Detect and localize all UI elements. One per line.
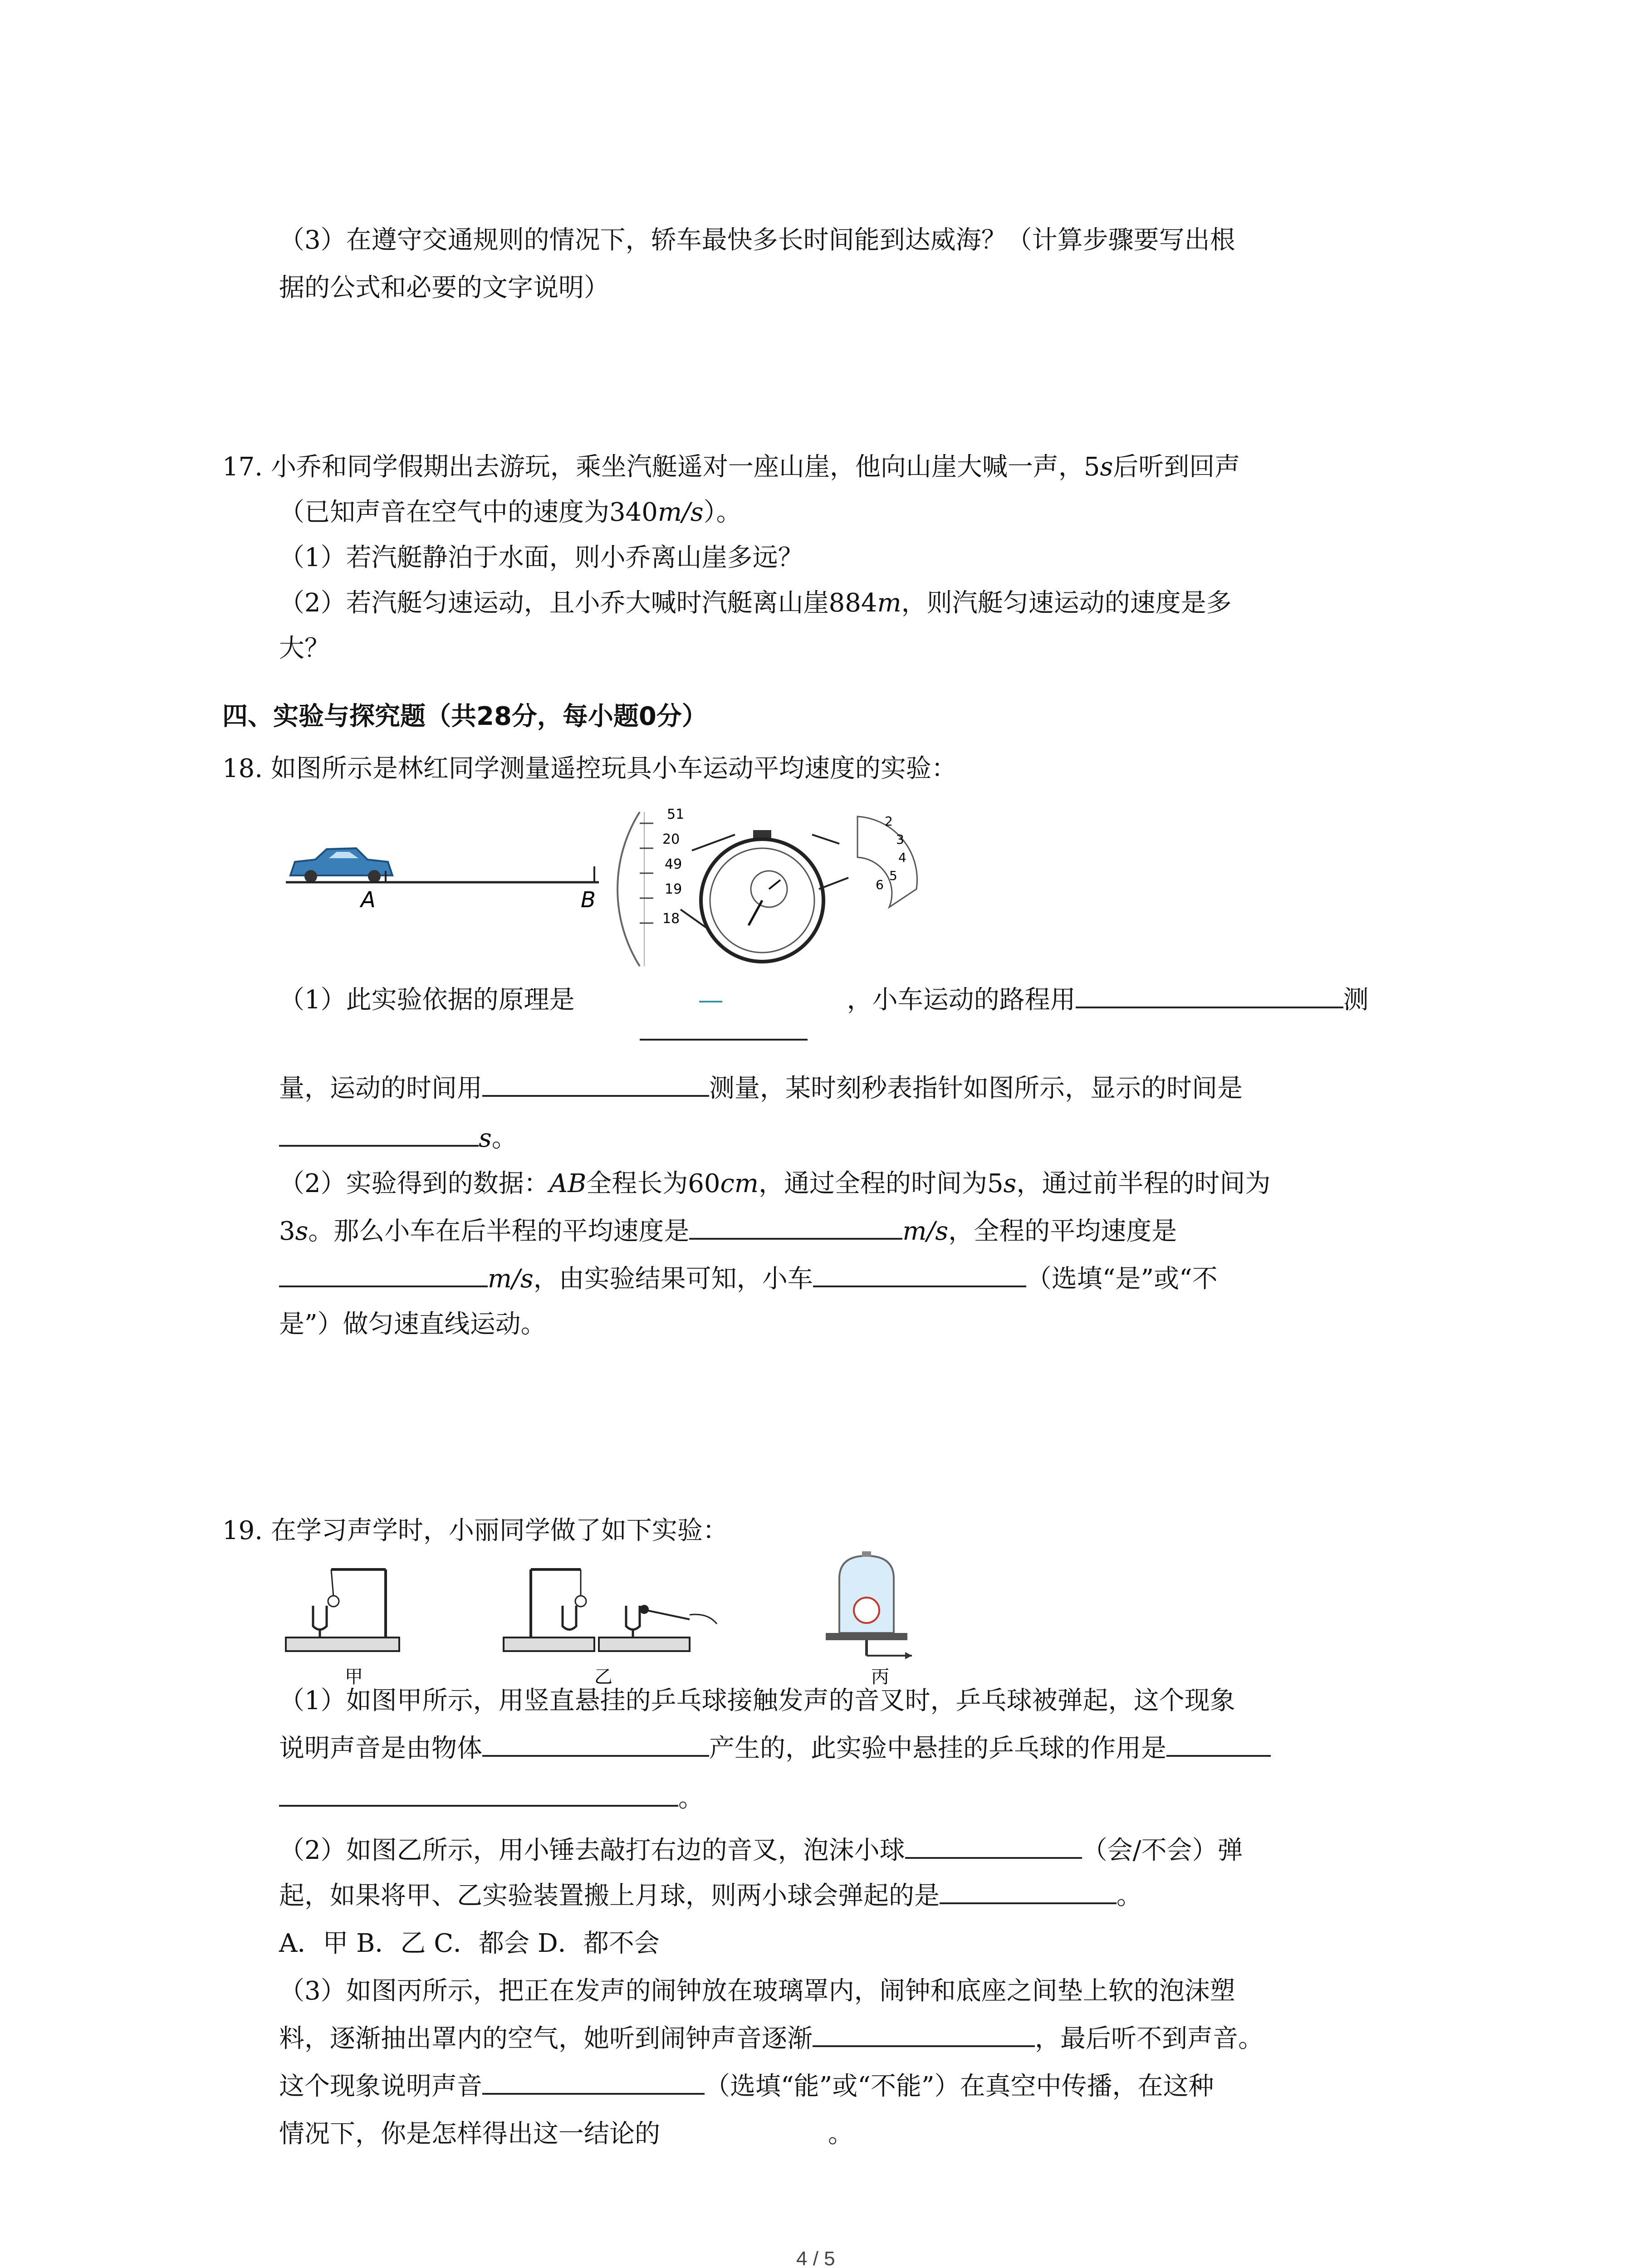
sound-change-blank[interactable] <box>813 2022 1035 2047</box>
tuning-fork-stand-b-icon <box>504 1569 717 1651</box>
dial-tick: 18 <box>662 911 680 927</box>
q19-part2-line2: 起，如果将甲、乙实验装置搬上月球，则两小球会弹起的是 。 <box>279 1878 1142 1914</box>
moon-answer-blank[interactable] <box>940 1879 1117 1904</box>
q18-part1-line2: 量，运动的时间用 测量，某时刻秒表指针如图所示，显示的时间是 <box>279 1070 1243 1107</box>
vibration-blank[interactable] <box>482 1731 709 1757</box>
q18-part1-line1: （1）此实验依据的原理是 — ，小车运动的路程用 测 <box>279 982 1369 1018</box>
principle-formula-dash: — <box>698 985 724 1015</box>
q17-part1: （1）若汽艇静泊于水面，则小乔离山崖多远？ <box>279 543 803 572</box>
stopwatch-icon <box>617 807 917 966</box>
fig-label-yi: 乙 <box>594 1667 612 1687</box>
dial-tick: 49 <box>665 856 682 872</box>
q18-figure <box>281 798 926 998</box>
fig-label-bing: 丙 <box>871 1667 889 1687</box>
stopwatch-time-blank[interactable] <box>279 1121 479 1147</box>
dial-tick: 2 <box>885 814 893 829</box>
section-4-title: 四、实验与探究题（共28分，每小题0分） <box>222 702 707 731</box>
bell-jar-icon <box>826 1551 912 1659</box>
q16-part3-line1: （3）在遵守交通规则的情况下，轿车最快多长时间能到达威海？（计算步骤要写出根 <box>279 225 1235 255</box>
q19-part1-line2: 说明声音是由物体 产生的，此实验中悬挂的乒乓球的作用是 <box>279 1730 1271 1767</box>
time-tool-blank[interactable] <box>482 1071 709 1097</box>
ball-role-blank-a[interactable] <box>1166 1731 1271 1757</box>
q17-part2-line1: （2）若汽艇匀速运动，且小乔大喊时汽艇离山崖884m，则汽艇匀速运动的速度是多 <box>279 588 1232 618</box>
ball-bounce-blank[interactable] <box>905 1833 1082 1859</box>
dial-tick: 3 <box>896 832 904 847</box>
whole-speed-blank[interactable] <box>279 1262 488 1287</box>
ball-role-blank-b[interactable] <box>279 1781 678 1807</box>
q18-part2-line3: m/s，由实验结果可知，小车 （选填“是”或“不 <box>279 1261 1218 1297</box>
q19-part3-line1: （3）如图丙所示，把正在发声的闹钟放在玻璃罩内，闹钟和底座之间垫上软的泡沫塑 <box>279 1976 1235 2006</box>
dial-tick: 4 <box>898 850 906 865</box>
q18-intro: 18. 如图所示是林红同学测量遥控玩具小车运动平均速度的实验： <box>222 754 957 783</box>
label-b: B <box>581 887 596 913</box>
q18-part2-line2: 3s。那么小车在后半程的平均速度是 m/s，全程的平均速度是 <box>279 1213 1177 1250</box>
dial-tick: 19 <box>665 881 682 897</box>
q19-part1-line1: （1）如图甲所示，用竖直悬挂的乒乓球接触发声的音叉时，乒乓球被弹起，这个现象 <box>279 1686 1235 1716</box>
car-icon <box>290 848 392 883</box>
q18-part2-line4: 是”）做匀速直线运动。 <box>279 1310 546 1339</box>
fig-label-jia: 甲 <box>345 1667 363 1687</box>
q18-part2-line1: （2）实验得到的数据：AB全程长为60cm，通过全程的时间为5s，通过前半程的时间为 <box>279 1169 1271 1198</box>
q19-part3-line3: 这个现象说明声音 （选填“能”或“不能”）在真空中传播，在这种 <box>279 2068 1214 2105</box>
q18-part1-line3: s。 <box>279 1120 517 1157</box>
dial-tick: 20 <box>662 831 680 847</box>
distance-tool-blank[interactable] <box>1076 983 1343 1008</box>
page-number: 4 / 5 <box>796 2248 835 2268</box>
second-half-speed-blank[interactable] <box>689 1214 902 1240</box>
q16-part3-line2: 据的公式和必要的文字说明） <box>279 273 609 303</box>
q17-part2-line2: 大？ <box>279 634 330 663</box>
q19-part3-line2: 料，逐渐抽出罩内的空气，她听到闹钟声音逐渐 ，最后听不到声音。 <box>279 2021 1264 2057</box>
q19-part3-line4: 情况下，你是怎样得出这一结论的 。 <box>279 2119 853 2149</box>
q19-figure <box>281 1551 962 1687</box>
vacuum-blank[interactable] <box>482 2069 705 2095</box>
uniform-motion-blank[interactable] <box>813 1262 1026 1287</box>
dial-tick: 6 <box>876 877 884 892</box>
q17-line2: （已知声音在空气中的速度为340m/s）。 <box>279 498 742 527</box>
q17-line1: 17. 小乔和同学假期出去游玩，乘坐汽艇遥对一座山崖，他向山崖大喊一声，5s后听到回声 <box>222 452 1240 482</box>
q19-part1-line3: 。 <box>279 1780 704 1817</box>
q19-options: A．甲 B．乙 C．都会 D．都不会 <box>279 1929 660 1958</box>
dial-tick: 51 <box>667 807 685 822</box>
label-a: A <box>361 887 376 913</box>
principle-blank[interactable] <box>640 1039 808 1041</box>
dial-tick: 5 <box>889 868 897 883</box>
q19-part2-line1: （2）如图乙所示，用小锤去敲打右边的音叉，泡沫小球 （会/不会）弹 <box>279 1833 1243 1869</box>
tuning-fork-stand-a-icon <box>286 1569 399 1651</box>
q19-intro: 19. 在学习声学时，小丽同学做了如下实验： <box>222 1516 728 1545</box>
